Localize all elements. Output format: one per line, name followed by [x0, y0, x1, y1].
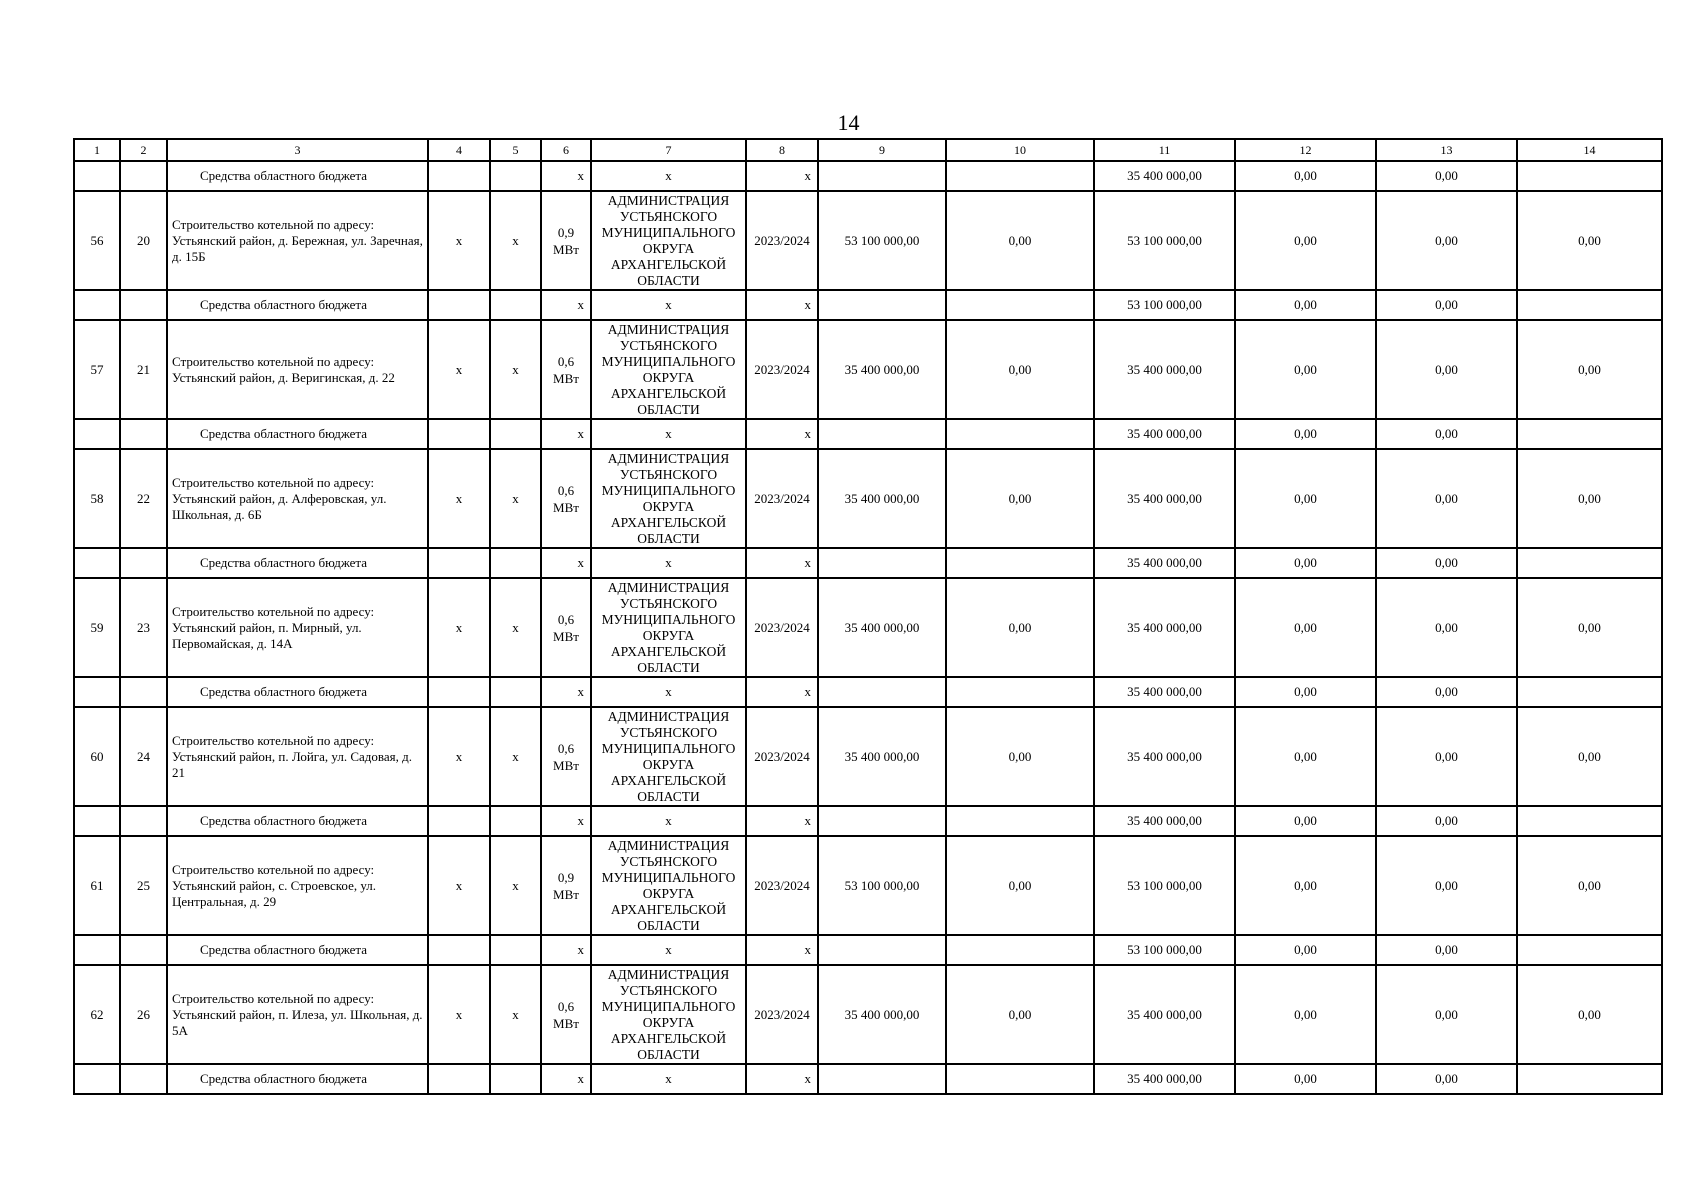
cell-col-5 [490, 419, 541, 449]
cell-col-10 [946, 806, 1094, 836]
cell-col-14-amount [1517, 548, 1662, 578]
cell-total-cost [818, 419, 946, 449]
cell-col-12-amount: 0,00 [1235, 707, 1376, 806]
cell-total-cost: 35 400 000,00 [818, 707, 946, 806]
cell-col-10 [946, 548, 1094, 578]
cell-row-number [74, 677, 120, 707]
cell-col-5: x [490, 578, 541, 677]
cell-col-5: x [490, 707, 541, 806]
cell-item-number: 24 [120, 707, 167, 806]
cell-col-12-amount: 0,00 [1235, 161, 1376, 191]
cell-description: Строительство котельной по адресу: Устьянский район, п. Илеза, ул. Школьная, д. 5А [167, 965, 428, 1064]
column-number-7: 7 [591, 139, 746, 161]
cell-item-number [120, 806, 167, 836]
cell-col-4 [428, 677, 490, 707]
cell-period: x [746, 935, 818, 965]
cell-col-13-amount: 0,00 [1376, 449, 1517, 548]
cell-col-13-amount: 0,00 [1376, 965, 1517, 1064]
cell-row-number: 60 [74, 707, 120, 806]
cell-row-number [74, 290, 120, 320]
cell-col-10: 0,00 [946, 836, 1094, 935]
cell-col-11-amount: 35 400 000,00 [1094, 161, 1235, 191]
cell-col-14-amount: 0,00 [1517, 191, 1662, 290]
cell-col-10: 0,00 [946, 707, 1094, 806]
cell-organization: x [591, 935, 746, 965]
cell-period: x [746, 677, 818, 707]
cell-period: 2023/2024 [746, 191, 818, 290]
cell-item-number [120, 161, 167, 191]
cell-col-12-amount: 0,00 [1235, 191, 1376, 290]
cell-col-11-amount: 35 400 000,00 [1094, 806, 1235, 836]
cell-col-14-amount [1517, 419, 1662, 449]
cell-period: 2023/2024 [746, 449, 818, 548]
table-body [74, 139, 1662, 1094]
funding-source-row [74, 935, 1662, 965]
cell-col-4 [428, 419, 490, 449]
cell-total-cost [818, 548, 946, 578]
cell-organization: АДМИНИСТРАЦИЯ УСТЬЯНСКОГО МУНИЦИПАЛЬНОГО ОКРУГА АРХАНГЕЛЬСКОЙ ОБЛАСТИ [591, 707, 746, 806]
cell-col-10 [946, 419, 1094, 449]
cell-item-number [120, 935, 167, 965]
cell-row-number: 56 [74, 191, 120, 290]
column-number-4: 4 [428, 139, 490, 161]
cell-col-14-amount [1517, 161, 1662, 191]
cell-col-10 [946, 677, 1094, 707]
cell-col-12-amount: 0,00 [1235, 806, 1376, 836]
cell-description: Средства областного бюджета [167, 806, 428, 836]
cell-col-14-amount: 0,00 [1517, 707, 1662, 806]
cell-power: x [541, 677, 591, 707]
cell-description: Средства областного бюджета [167, 935, 428, 965]
column-number-5: 5 [490, 139, 541, 161]
cell-organization: x [591, 290, 746, 320]
cell-col-14-amount [1517, 806, 1662, 836]
cell-col-5 [490, 806, 541, 836]
cell-item-number: 22 [120, 449, 167, 548]
cell-description: Строительство котельной по адресу: Устьянский район, п. Мирный, ул. Первомайская, д. 14А [167, 578, 428, 677]
cell-col-10 [946, 1064, 1094, 1094]
cell-col-4: x [428, 449, 490, 548]
cell-row-number [74, 806, 120, 836]
cell-period: x [746, 419, 818, 449]
cell-row-number [74, 548, 120, 578]
cell-col-12-amount: 0,00 [1235, 548, 1376, 578]
cell-col-10: 0,00 [946, 578, 1094, 677]
cell-organization: АДМИНИСТРАЦИЯ УСТЬЯНСКОГО МУНИЦИПАЛЬНОГО ОКРУГА АРХАНГЕЛЬСКОЙ ОБЛАСТИ [591, 449, 746, 548]
cell-total-cost: 35 400 000,00 [818, 320, 946, 419]
cell-col-11-amount: 35 400 000,00 [1094, 419, 1235, 449]
cell-col-11-amount: 35 400 000,00 [1094, 677, 1235, 707]
cell-item-number [120, 1064, 167, 1094]
cell-organization: x [591, 677, 746, 707]
cell-col-5: x [490, 191, 541, 290]
cell-row-number [74, 419, 120, 449]
table-row [74, 320, 1662, 419]
cell-col-13-amount: 0,00 [1376, 161, 1517, 191]
cell-col-14-amount: 0,00 [1517, 965, 1662, 1064]
cell-col-4: x [428, 707, 490, 806]
table-row [74, 449, 1662, 548]
cell-description: Средства областного бюджета [167, 1064, 428, 1094]
funding-source-row [74, 161, 1662, 191]
cell-col-12-amount: 0,00 [1235, 419, 1376, 449]
cell-period: 2023/2024 [746, 707, 818, 806]
cell-col-12-amount: 0,00 [1235, 1064, 1376, 1094]
cell-col-10 [946, 290, 1094, 320]
cell-col-14-amount [1517, 677, 1662, 707]
cell-col-12-amount: 0,00 [1235, 965, 1376, 1064]
cell-organization: АДМИНИСТРАЦИЯ УСТЬЯНСКОГО МУНИЦИПАЛЬНОГО ОКРУГА АРХАНГЕЛЬСКОЙ ОБЛАСТИ [591, 836, 746, 935]
cell-total-cost: 35 400 000,00 [818, 449, 946, 548]
cell-col-11-amount: 53 100 000,00 [1094, 290, 1235, 320]
cell-col-13-amount: 0,00 [1376, 677, 1517, 707]
cell-description: Строительство котельной по адресу: Устьянский район, д. Алферовская, ул. Школьная, д. 6Б [167, 449, 428, 548]
cell-total-cost: 35 400 000,00 [818, 578, 946, 677]
cell-col-13-amount: 0,00 [1376, 419, 1517, 449]
cell-col-5 [490, 677, 541, 707]
cell-power: x [541, 806, 591, 836]
budget-table [73, 138, 1663, 1095]
cell-item-number [120, 419, 167, 449]
cell-col-12-amount: 0,00 [1235, 320, 1376, 419]
cell-col-10 [946, 161, 1094, 191]
cell-row-number: 61 [74, 836, 120, 935]
funding-source-row [74, 1064, 1662, 1094]
cell-col-10 [946, 935, 1094, 965]
cell-item-number: 20 [120, 191, 167, 290]
cell-col-14-amount: 0,00 [1517, 578, 1662, 677]
cell-description: Строительство котельной по адресу: Устьянский район, с. Строевское, ул. Центральная, д. 29 [167, 836, 428, 935]
cell-period: 2023/2024 [746, 578, 818, 677]
cell-power: 0,6 МВт [541, 965, 591, 1064]
cell-organization: АДМИНИСТРАЦИЯ УСТЬЯНСКОГО МУНИЦИПАЛЬНОГО ОКРУГА АРХАНГЕЛЬСКОЙ ОБЛАСТИ [591, 320, 746, 419]
cell-period: 2023/2024 [746, 965, 818, 1064]
cell-col-11-amount: 35 400 000,00 [1094, 965, 1235, 1064]
cell-period: 2023/2024 [746, 320, 818, 419]
cell-period: x [746, 161, 818, 191]
column-number-9: 9 [818, 139, 946, 161]
cell-col-11-amount: 35 400 000,00 [1094, 578, 1235, 677]
column-number-11: 11 [1094, 139, 1235, 161]
cell-col-5 [490, 161, 541, 191]
cell-row-number: 57 [74, 320, 120, 419]
column-number-12: 12 [1235, 139, 1376, 161]
cell-col-13-amount: 0,00 [1376, 320, 1517, 419]
cell-col-13-amount: 0,00 [1376, 806, 1517, 836]
cell-row-number: 59 [74, 578, 120, 677]
cell-description: Строительство котельной по адресу: Устьянский район, п. Лойга, ул. Садовая, д. 21 [167, 707, 428, 806]
cell-col-5 [490, 548, 541, 578]
cell-col-12-amount: 0,00 [1235, 290, 1376, 320]
cell-col-11-amount: 35 400 000,00 [1094, 707, 1235, 806]
cell-power: 0,6 МВт [541, 578, 591, 677]
funding-source-row [74, 677, 1662, 707]
cell-total-cost [818, 935, 946, 965]
cell-col-5: x [490, 836, 541, 935]
cell-col-11-amount: 53 100 000,00 [1094, 836, 1235, 935]
cell-power: 0,6 МВт [541, 320, 591, 419]
funding-source-row [74, 806, 1662, 836]
cell-col-4 [428, 806, 490, 836]
column-number-2: 2 [120, 139, 167, 161]
cell-col-10: 0,00 [946, 965, 1094, 1064]
column-number-6: 6 [541, 139, 591, 161]
cell-col-12-amount: 0,00 [1235, 578, 1376, 677]
cell-col-4 [428, 290, 490, 320]
cell-period: x [746, 290, 818, 320]
cell-power: x [541, 419, 591, 449]
cell-organization: x [591, 548, 746, 578]
cell-period: x [746, 806, 818, 836]
column-number-13: 13 [1376, 139, 1517, 161]
cell-item-number [120, 677, 167, 707]
cell-organization: x [591, 161, 746, 191]
column-number-1: 1 [74, 139, 120, 161]
column-number-14: 14 [1517, 139, 1662, 161]
cell-total-cost [818, 677, 946, 707]
cell-total-cost: 35 400 000,00 [818, 965, 946, 1064]
cell-col-5 [490, 935, 541, 965]
cell-description: Строительство котельной по адресу: Устьянский район, д. Бережная, ул. Заречная, д. 15Б [167, 191, 428, 290]
cell-col-11-amount: 53 100 000,00 [1094, 935, 1235, 965]
cell-power: x [541, 290, 591, 320]
cell-row-number: 62 [74, 965, 120, 1064]
cell-col-14-amount [1517, 290, 1662, 320]
cell-col-5: x [490, 449, 541, 548]
column-number-8: 8 [746, 139, 818, 161]
funding-source-row [74, 290, 1662, 320]
cell-power: x [541, 548, 591, 578]
cell-total-cost: 53 100 000,00 [818, 191, 946, 290]
cell-power: 0,9 МВт [541, 191, 591, 290]
cell-col-5: x [490, 320, 541, 419]
cell-col-11-amount: 35 400 000,00 [1094, 449, 1235, 548]
cell-description: Средства областного бюджета [167, 419, 428, 449]
cell-col-5: x [490, 965, 541, 1064]
cell-description: Средства областного бюджета [167, 161, 428, 191]
cell-total-cost [818, 161, 946, 191]
cell-col-14-amount [1517, 935, 1662, 965]
cell-item-number: 23 [120, 578, 167, 677]
column-number-10: 10 [946, 139, 1094, 161]
cell-col-13-amount: 0,00 [1376, 1064, 1517, 1094]
cell-total-cost [818, 290, 946, 320]
cell-total-cost [818, 1064, 946, 1094]
cell-power: 0,6 МВт [541, 707, 591, 806]
cell-item-number: 25 [120, 836, 167, 935]
cell-power: 0,9 МВт [541, 836, 591, 935]
cell-total-cost: 53 100 000,00 [818, 836, 946, 935]
funding-source-row [74, 419, 1662, 449]
cell-period: x [746, 548, 818, 578]
cell-col-14-amount: 0,00 [1517, 320, 1662, 419]
cell-col-4: x [428, 320, 490, 419]
cell-col-11-amount: 35 400 000,00 [1094, 320, 1235, 419]
cell-col-13-amount: 0,00 [1376, 836, 1517, 935]
cell-row-number [74, 1064, 120, 1094]
cell-total-cost [818, 806, 946, 836]
cell-col-11-amount: 35 400 000,00 [1094, 1064, 1235, 1094]
cell-col-4 [428, 548, 490, 578]
cell-description: Средства областного бюджета [167, 290, 428, 320]
cell-row-number: 58 [74, 449, 120, 548]
cell-power: 0,6 МВт [541, 449, 591, 548]
cell-description: Строительство котельной по адресу: Устьянский район, д. Веригинская, д. 22 [167, 320, 428, 419]
table-row [74, 836, 1662, 935]
cell-col-10: 0,00 [946, 320, 1094, 419]
cell-item-number: 21 [120, 320, 167, 419]
cell-col-11-amount: 53 100 000,00 [1094, 191, 1235, 290]
cell-col-13-amount: 0,00 [1376, 290, 1517, 320]
table-row [74, 707, 1662, 806]
cell-col-13-amount: 0,00 [1376, 707, 1517, 806]
cell-col-10: 0,00 [946, 449, 1094, 548]
cell-col-5 [490, 290, 541, 320]
cell-row-number [74, 161, 120, 191]
cell-power: x [541, 935, 591, 965]
cell-col-12-amount: 0,00 [1235, 836, 1376, 935]
cell-col-5 [490, 1064, 541, 1094]
cell-col-12-amount: 0,00 [1235, 677, 1376, 707]
table-row [74, 578, 1662, 677]
cell-organization: АДМИНИСТРАЦИЯ УСТЬЯНСКОГО МУНИЦИПАЛЬНОГО ОКРУГА АРХАНГЕЛЬСКОЙ ОБЛАСТИ [591, 965, 746, 1064]
table-row [74, 965, 1662, 1064]
cell-col-14-amount [1517, 1064, 1662, 1094]
cell-power: x [541, 1064, 591, 1094]
column-number-row [74, 139, 1662, 161]
cell-period: 2023/2024 [746, 836, 818, 935]
cell-col-4 [428, 935, 490, 965]
cell-col-12-amount: 0,00 [1235, 935, 1376, 965]
column-number-3: 3 [167, 139, 428, 161]
table-row [74, 191, 1662, 290]
cell-organization: АДМИНИСТРАЦИЯ УСТЬЯНСКОГО МУНИЦИПАЛЬНОГО ОКРУГА АРХАНГЕЛЬСКОЙ ОБЛАСТИ [591, 578, 746, 677]
cell-description: Средства областного бюджета [167, 677, 428, 707]
cell-col-4 [428, 161, 490, 191]
cell-period: x [746, 1064, 818, 1094]
cell-col-13-amount: 0,00 [1376, 191, 1517, 290]
cell-col-13-amount: 0,00 [1376, 548, 1517, 578]
cell-col-13-amount: 0,00 [1376, 578, 1517, 677]
cell-item-number [120, 548, 167, 578]
cell-power: x [541, 161, 591, 191]
cell-organization: x [591, 1064, 746, 1094]
cell-item-number [120, 290, 167, 320]
cell-col-4: x [428, 191, 490, 290]
cell-item-number: 26 [120, 965, 167, 1064]
cell-col-4: x [428, 836, 490, 935]
cell-col-4: x [428, 965, 490, 1064]
funding-source-row [74, 548, 1662, 578]
cell-description: Средства областного бюджета [167, 548, 428, 578]
cell-col-12-amount: 0,00 [1235, 449, 1376, 548]
cell-col-11-amount: 35 400 000,00 [1094, 548, 1235, 578]
cell-col-4 [428, 1064, 490, 1094]
cell-col-13-amount: 0,00 [1376, 935, 1517, 965]
cell-organization: АДМИНИСТРАЦИЯ УСТЬЯНСКОГО МУНИЦИПАЛЬНОГО ОКРУГА АРХАНГЕЛЬСКОЙ ОБЛАСТИ [591, 191, 746, 290]
cell-organization: x [591, 806, 746, 836]
cell-row-number [74, 935, 120, 965]
cell-col-4: x [428, 578, 490, 677]
cell-col-10: 0,00 [946, 191, 1094, 290]
cell-col-14-amount: 0,00 [1517, 836, 1662, 935]
page-number: 14 [837, 110, 860, 135]
cell-organization: x [591, 419, 746, 449]
cell-col-14-amount: 0,00 [1517, 449, 1662, 548]
